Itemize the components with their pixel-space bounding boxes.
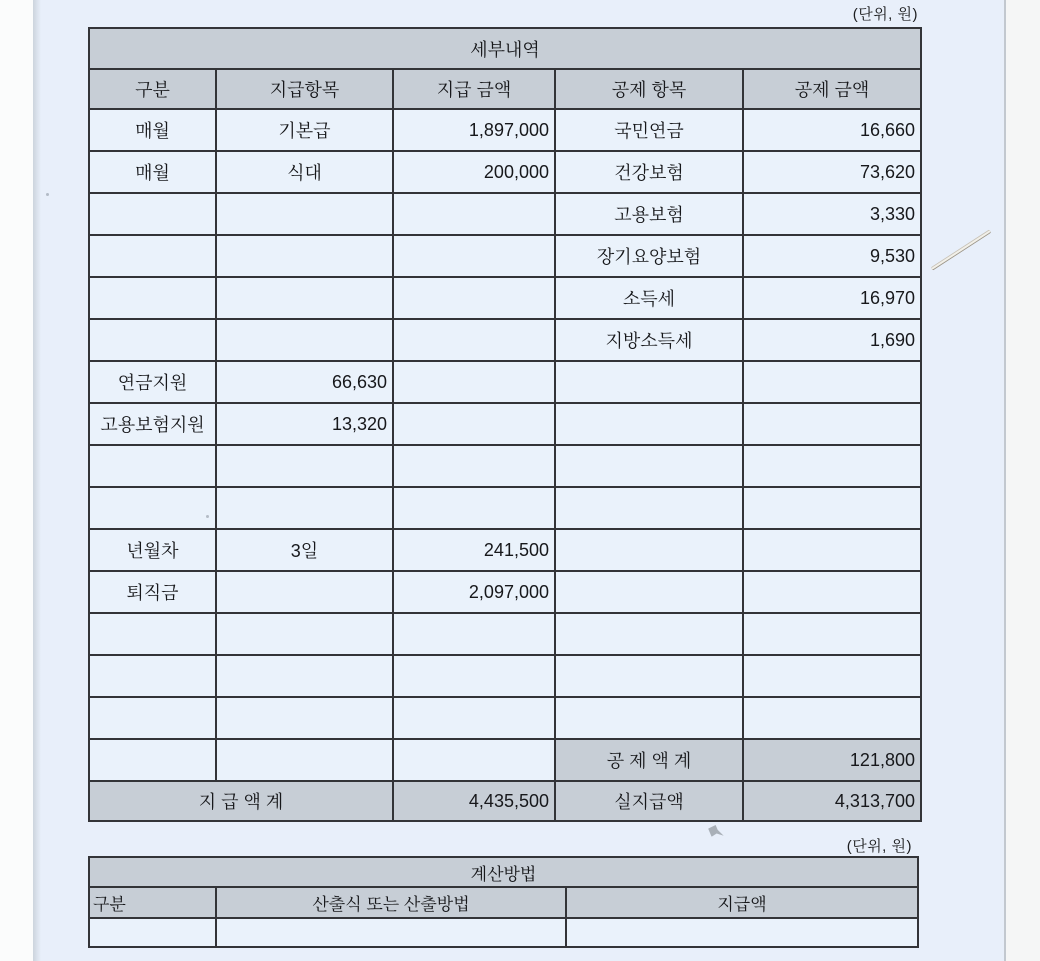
table-cell xyxy=(216,739,393,781)
table-cell xyxy=(555,571,743,613)
table-cell: 고용보험 xyxy=(555,193,743,235)
grand-total-row xyxy=(89,781,921,821)
table-cell xyxy=(216,193,393,235)
calc-table-title: 계산방법 xyxy=(89,857,918,887)
table-cell: 13,320 xyxy=(216,403,393,445)
table-cell xyxy=(393,193,555,235)
scan-smudge-artifact xyxy=(708,824,725,837)
table-cell xyxy=(216,487,393,529)
table-row xyxy=(89,529,921,571)
net-payment-label: 실지급액 xyxy=(555,781,743,821)
table-cell xyxy=(89,235,216,277)
table-row xyxy=(89,571,921,613)
table-cell: 매월 xyxy=(89,109,216,151)
table-row xyxy=(89,361,921,403)
table-cell: 장기요양보험 xyxy=(555,235,743,277)
table-cell: 지방소득세 xyxy=(555,319,743,361)
table-cell xyxy=(555,487,743,529)
table-cell xyxy=(216,697,393,739)
table-cell xyxy=(743,655,921,697)
calc-table xyxy=(88,856,919,948)
table-row xyxy=(89,109,921,151)
table-cell: 건강보험 xyxy=(555,151,743,193)
table-cell xyxy=(393,739,555,781)
table-cell xyxy=(743,361,921,403)
table-row xyxy=(89,487,921,529)
table-cell: 9,530 xyxy=(743,235,921,277)
table-cell xyxy=(555,613,743,655)
table-cell xyxy=(555,445,743,487)
table-cell: 식대 xyxy=(216,151,393,193)
scan-scratch-artifact xyxy=(931,229,992,270)
table-cell xyxy=(89,319,216,361)
deduction-total-amount: 121,800 xyxy=(743,739,921,781)
table-cell: 연금지원 xyxy=(89,361,216,403)
table-cell: 년월차 xyxy=(89,529,216,571)
table-row xyxy=(89,403,921,445)
table-cell: 241,500 xyxy=(393,529,555,571)
table-cell xyxy=(393,445,555,487)
table-cell xyxy=(216,235,393,277)
detail-table-body xyxy=(89,109,921,739)
calc-table-header-row xyxy=(89,887,918,918)
table-cell: 고용보험지원 xyxy=(89,403,216,445)
table-cell xyxy=(216,571,393,613)
table-row xyxy=(89,319,921,361)
table-cell: 2,097,000 xyxy=(393,571,555,613)
table-cell xyxy=(555,403,743,445)
table-cell xyxy=(555,655,743,697)
table-cell xyxy=(393,613,555,655)
column-header-category: 구분 xyxy=(89,69,216,109)
table-cell xyxy=(393,277,555,319)
table-cell xyxy=(743,571,921,613)
table-cell xyxy=(89,277,216,319)
table-cell xyxy=(89,739,216,781)
table-cell xyxy=(89,697,216,739)
unit-label-bottom: (단위, 원) xyxy=(846,838,912,855)
column-header-calc-formula: 산출식 또는 산출방법 xyxy=(216,887,566,918)
table-cell xyxy=(743,529,921,571)
column-header-deduction-item: 공제 항목 xyxy=(555,69,743,109)
table-cell xyxy=(555,361,743,403)
table-cell xyxy=(216,319,393,361)
detail-table-title: 세부내역 xyxy=(89,28,921,69)
table-row xyxy=(89,445,921,487)
table-cell xyxy=(393,235,555,277)
table-cell xyxy=(89,613,216,655)
table-cell: 1,897,000 xyxy=(393,109,555,151)
table-cell xyxy=(743,487,921,529)
table-cell xyxy=(89,655,216,697)
table-row xyxy=(89,613,921,655)
table-cell xyxy=(89,918,216,947)
table-cell xyxy=(216,613,393,655)
table-cell xyxy=(216,918,566,947)
table-cell: 1,690 xyxy=(743,319,921,361)
scan-speck-artifact xyxy=(206,515,209,518)
calc-table-body xyxy=(89,918,918,947)
table-row xyxy=(89,918,918,947)
deduction-total-label: 공 제 액 계 xyxy=(555,739,743,781)
table-cell xyxy=(216,277,393,319)
table-cell xyxy=(743,613,921,655)
table-cell xyxy=(566,918,918,947)
scan-right-margin xyxy=(1004,0,1040,961)
table-cell xyxy=(743,403,921,445)
column-header-payment-item: 지급항목 xyxy=(216,69,393,109)
table-cell xyxy=(89,193,216,235)
table-cell xyxy=(555,697,743,739)
table-row xyxy=(89,151,921,193)
table-cell xyxy=(743,445,921,487)
detail-table xyxy=(88,27,922,822)
table-cell xyxy=(89,487,216,529)
table-cell xyxy=(555,529,743,571)
table-cell xyxy=(393,655,555,697)
table-cell: 16,970 xyxy=(743,277,921,319)
scan-left-edge-shadow xyxy=(33,0,41,961)
unit-label-top: (단위, 원) xyxy=(852,6,918,23)
table-cell: 매월 xyxy=(89,151,216,193)
table-cell xyxy=(216,655,393,697)
table-row xyxy=(89,235,921,277)
table-cell xyxy=(393,319,555,361)
detail-table-title-row xyxy=(89,28,921,69)
table-cell: 3,330 xyxy=(743,193,921,235)
payment-total-label: 지 급 액 계 xyxy=(89,781,393,821)
table-row xyxy=(89,277,921,319)
table-cell xyxy=(393,361,555,403)
table-row xyxy=(89,697,921,739)
column-header-calc-category: 구분 xyxy=(89,887,216,918)
calc-table-title-row xyxy=(89,857,918,887)
detail-table-totals xyxy=(89,739,921,821)
deduction-total-row xyxy=(89,739,921,781)
table-cell: 3일 xyxy=(216,529,393,571)
table-cell xyxy=(743,697,921,739)
column-header-calc-amount: 지급액 xyxy=(566,887,918,918)
table-cell xyxy=(393,487,555,529)
column-header-payment-amount: 지급 금액 xyxy=(393,69,555,109)
table-cell: 73,620 xyxy=(743,151,921,193)
table-cell xyxy=(89,445,216,487)
payment-total-amount: 4,435,500 xyxy=(393,781,555,821)
table-cell xyxy=(393,403,555,445)
table-row xyxy=(89,655,921,697)
table-cell: 국민연금 xyxy=(555,109,743,151)
table-row xyxy=(89,193,921,235)
table-cell: 소득세 xyxy=(555,277,743,319)
table-cell xyxy=(216,445,393,487)
table-cell xyxy=(393,697,555,739)
table-cell: 200,000 xyxy=(393,151,555,193)
detail-table-header-row xyxy=(89,69,921,109)
table-cell: 기본급 xyxy=(216,109,393,151)
column-header-deduction-amount: 공제 금액 xyxy=(743,69,921,109)
net-payment-amount: 4,313,700 xyxy=(743,781,921,821)
scan-left-margin xyxy=(0,0,33,961)
scan-speck-artifact xyxy=(46,193,49,196)
table-cell: 16,660 xyxy=(743,109,921,151)
table-cell: 퇴직금 xyxy=(89,571,216,613)
table-cell: 66,630 xyxy=(216,361,393,403)
